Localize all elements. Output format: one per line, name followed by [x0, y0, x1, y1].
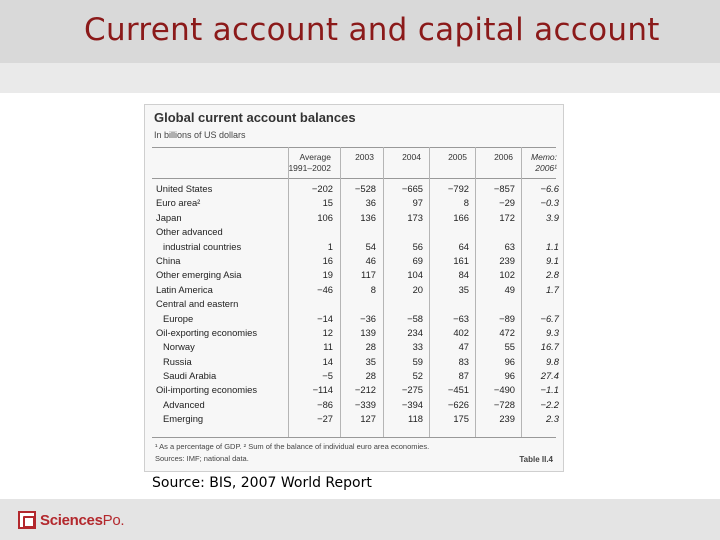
- row-label: Central and eastern: [156, 298, 239, 310]
- table-cell: 64: [458, 240, 469, 252]
- column-header-line1: 2005: [448, 152, 467, 162]
- table-title: Global current account balances: [154, 110, 356, 125]
- table-cell: 87: [458, 370, 469, 382]
- table-cell: 472: [499, 326, 515, 338]
- table-body: [145, 182, 563, 427]
- table-cell: 1.1: [545, 240, 559, 252]
- table-cell: 106: [317, 211, 333, 223]
- row-label: Russia: [163, 355, 192, 367]
- current-account-table: [144, 104, 564, 472]
- subtitle-band: [0, 63, 720, 93]
- row-label: Japan: [156, 211, 182, 223]
- sciences-po-logo: [18, 509, 124, 531]
- table-cell: 56: [412, 240, 423, 252]
- table-row: [145, 383, 563, 397]
- column-header: [355, 152, 374, 163]
- table-cell: 2.8: [545, 269, 559, 281]
- table-cell: −29: [499, 197, 515, 209]
- table-cell: 127: [360, 413, 376, 425]
- table-row: [145, 283, 563, 297]
- row-label: Saudi Arabia: [163, 370, 217, 382]
- table-cell: 28: [365, 370, 376, 382]
- column-header-line1: 2006: [494, 152, 513, 162]
- table-cell: −2.2: [540, 398, 559, 410]
- table-cell: −27: [317, 413, 333, 425]
- table-cell: 172: [499, 211, 515, 223]
- table-cell: 35: [458, 283, 469, 295]
- table-cell: 16.7: [540, 341, 559, 353]
- table-cell: 173: [407, 211, 423, 223]
- table-cell: −114: [312, 384, 333, 396]
- table-cell: 59: [412, 355, 423, 367]
- sources-note: Sources: IMF; national data.: [155, 454, 249, 463]
- column-header: [288, 152, 331, 174]
- table-cell: −6.6: [540, 183, 559, 194]
- table-cell: 8: [463, 197, 469, 209]
- table-cell: 11: [323, 341, 333, 353]
- table-cell: −58: [407, 312, 423, 324]
- table-cell: −36: [360, 312, 376, 324]
- header-top-rule: [152, 147, 556, 148]
- table-cell: 3.9: [545, 211, 559, 223]
- row-label: Oil-exporting economies: [156, 326, 258, 338]
- table-cell: 83: [458, 355, 469, 367]
- table-cell: 47: [458, 341, 469, 353]
- table-cell: 19: [322, 269, 333, 281]
- row-label: Emerging: [163, 413, 204, 425]
- table-row: [145, 312, 563, 326]
- table-subtitle: In billions of US dollars: [154, 130, 246, 140]
- table-cell: 9.8: [545, 355, 559, 367]
- table-row: [145, 326, 563, 340]
- table-cell: 139: [360, 326, 376, 338]
- table-notes: [155, 441, 429, 465]
- table-cell: 118: [408, 413, 423, 425]
- table-cell: 402: [453, 326, 469, 338]
- column-header-line2: 1991–2002: [288, 163, 331, 173]
- table-cell: 27.4: [540, 370, 559, 382]
- row-label: China: [156, 254, 181, 266]
- table-row: [145, 297, 563, 311]
- table-row: [145, 211, 563, 225]
- table-cell: 1.7: [545, 283, 559, 295]
- table-cell: 8: [370, 283, 376, 295]
- table-row: [145, 254, 563, 268]
- table-cell: 9.1: [545, 254, 559, 266]
- table-row: [145, 355, 563, 369]
- table-cell: 33: [412, 341, 423, 353]
- table-cell: 234: [407, 326, 423, 338]
- column-header-line1: Average: [299, 152, 331, 162]
- table-cell: 35: [365, 355, 376, 367]
- table-cell: −202: [311, 183, 333, 194]
- table-cell: −728: [493, 398, 515, 410]
- table-cell: 239: [499, 413, 515, 425]
- column-header-line1: 2004: [402, 152, 421, 162]
- column-header: [448, 152, 467, 163]
- table-cell: 96: [504, 370, 515, 382]
- table-cell: 69: [412, 254, 423, 266]
- table-cell: 14: [322, 355, 333, 367]
- table-cell: −451: [447, 384, 469, 396]
- table-row: [145, 369, 563, 383]
- table-cell: 96: [504, 355, 515, 367]
- table-cell: 12: [322, 326, 333, 338]
- row-label: Oil-importing economies: [156, 384, 258, 396]
- column-header-line2: 2006¹: [535, 163, 557, 173]
- column-header: [494, 152, 513, 163]
- table-cell: −275: [401, 384, 423, 396]
- table-cell: 84: [458, 269, 469, 281]
- table-cell: 49: [504, 283, 515, 295]
- table-cell: 2.3: [545, 413, 559, 425]
- table-cell: 136: [360, 211, 376, 223]
- source-caption: Source: BIS, 2007 World Report: [152, 475, 372, 491]
- table-cell: −86: [317, 398, 333, 410]
- title-bar: [0, 0, 720, 63]
- table-cell: 28: [365, 341, 376, 353]
- table-row: [145, 225, 563, 239]
- row-label: Euro area²: [156, 197, 201, 209]
- table-cell: 52: [412, 370, 423, 382]
- table-cell: 54: [365, 240, 376, 252]
- table-cell: 166: [453, 211, 469, 223]
- table-cell: −46: [317, 283, 333, 295]
- table-cell: −63: [453, 312, 469, 324]
- table-cell: −14: [317, 312, 333, 324]
- table-row: [145, 268, 563, 282]
- table-cell: −212: [354, 384, 376, 396]
- table-cell: 36: [365, 197, 376, 209]
- footnote: ¹ As a percentage of GDP. ² Sum of the balance of individual euro area economies.: [155, 442, 430, 451]
- table-cell: 117: [361, 269, 376, 281]
- table-cell: 15: [322, 197, 333, 209]
- table-cell: 1: [327, 240, 333, 252]
- table-cell: 161: [453, 254, 469, 266]
- table-row: [145, 412, 563, 426]
- column-header: [531, 152, 557, 174]
- row-label: Advanced: [163, 398, 205, 410]
- header-bottom-rule: [152, 178, 556, 179]
- logo-text: SciencesPo.: [40, 511, 125, 529]
- column-header-line1: 2003: [355, 152, 374, 162]
- table-cell: −5: [322, 370, 333, 382]
- table-row: [145, 182, 563, 196]
- slide-title: Current account and capital account: [84, 12, 660, 48]
- table-cell: 97: [412, 197, 423, 209]
- table-number: Table II.4: [519, 455, 553, 464]
- column-header: [402, 152, 421, 163]
- table-cell: 175: [453, 413, 469, 425]
- sciences-po-emblem-icon: [18, 511, 36, 529]
- table-row: [145, 196, 563, 210]
- table-cell: −665: [401, 183, 423, 194]
- row-label: Norway: [163, 341, 195, 353]
- table-cell: −394: [401, 398, 423, 410]
- table-cell: 20: [412, 283, 423, 295]
- table-cell: 63: [504, 240, 515, 252]
- table-cell: −89: [499, 312, 515, 324]
- table-cell: −792: [447, 183, 469, 194]
- table-bottom-rule: [152, 437, 556, 438]
- column-header-line1: Memo:: [531, 152, 557, 162]
- table-cell: −626: [447, 398, 469, 410]
- row-label: Other emerging Asia: [156, 269, 242, 281]
- row-label: Other advanced: [156, 226, 223, 238]
- table-row: [145, 240, 563, 254]
- table-cell: −0.3: [540, 197, 559, 209]
- table-cell: 102: [499, 269, 515, 281]
- row-label: Europe: [163, 312, 194, 324]
- table-cell: −1.1: [540, 384, 559, 396]
- table-cell: 55: [504, 341, 515, 353]
- table-cell: 239: [499, 254, 515, 266]
- table-cell: 46: [365, 254, 376, 266]
- table-cell: −339: [354, 398, 376, 410]
- table-cell: 9.3: [545, 326, 559, 338]
- table-cell: 16: [322, 254, 333, 266]
- row-label: industrial countries: [163, 240, 242, 252]
- table-cell: −6.7: [540, 312, 559, 324]
- table-row: [145, 398, 563, 412]
- table-cell: −490: [493, 384, 515, 396]
- table-cell: −528: [354, 183, 376, 194]
- row-label: United States: [156, 183, 213, 194]
- table-row: [145, 340, 563, 354]
- table-cell: −857: [493, 183, 515, 194]
- row-label: Latin America: [156, 283, 213, 295]
- table-cell: 104: [407, 269, 423, 281]
